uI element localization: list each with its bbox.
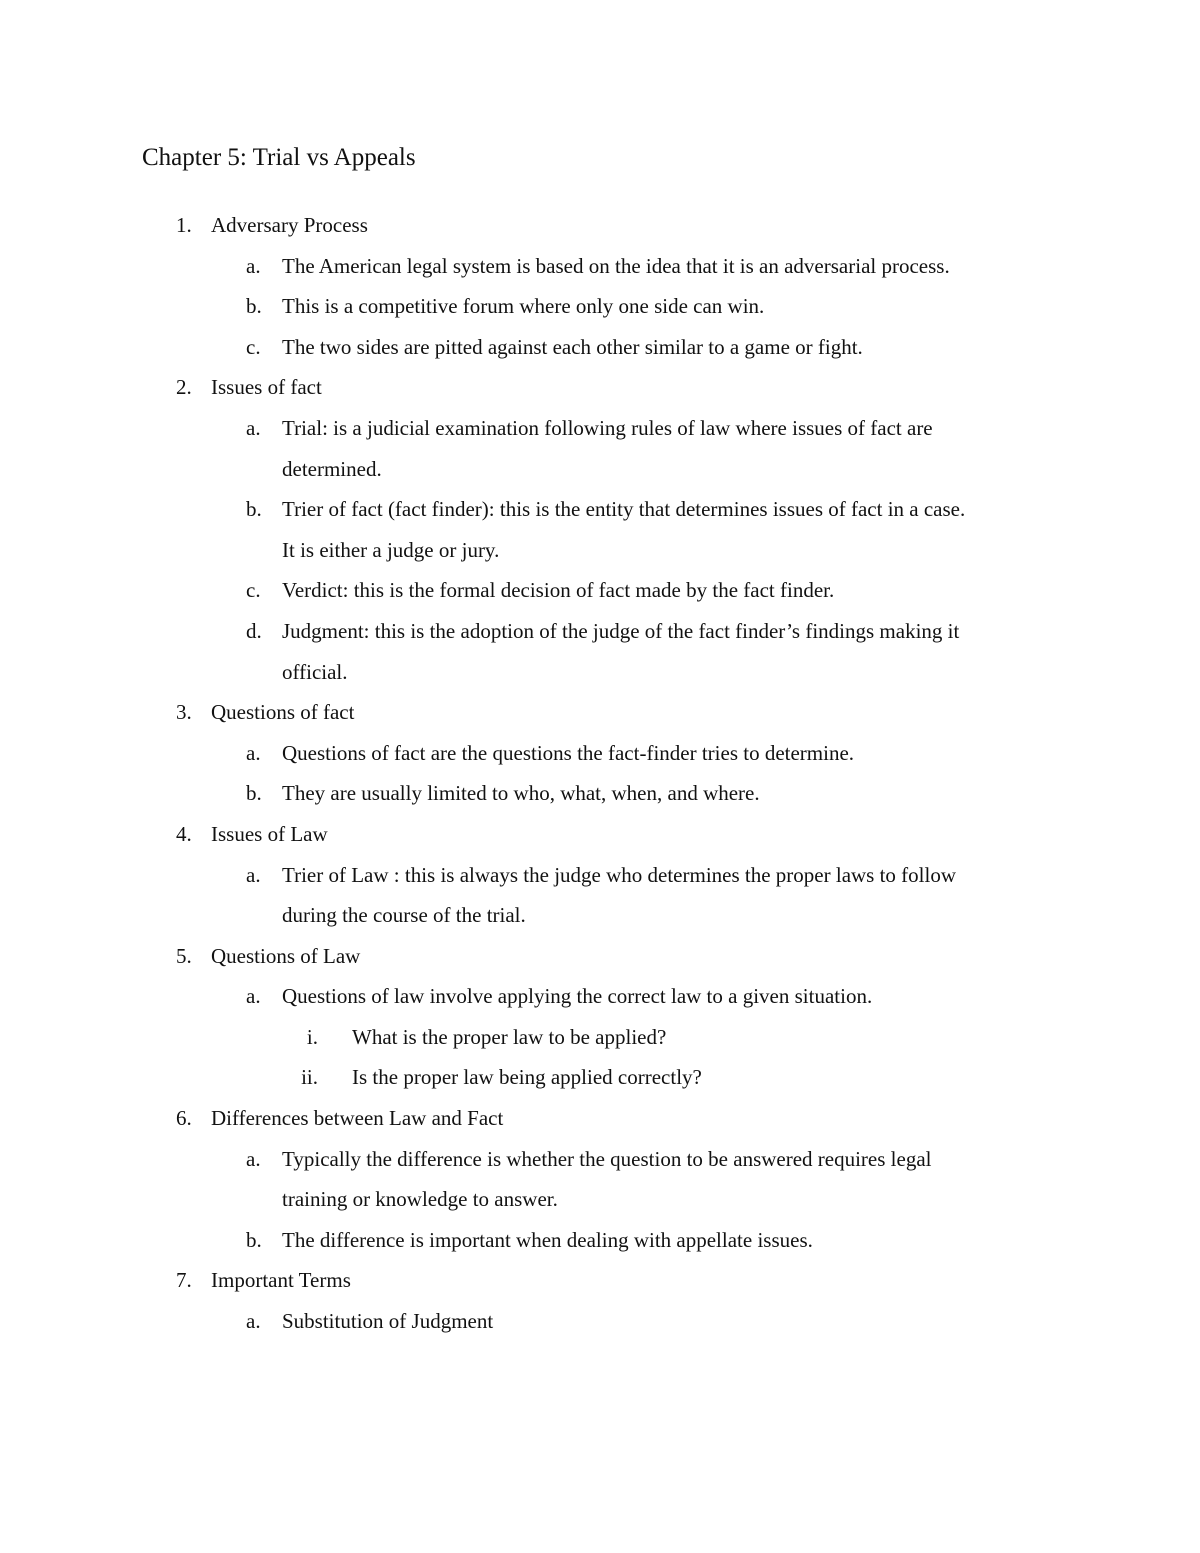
list-marker: a. (246, 984, 261, 1009)
list-item-text: Judgment: this is the adoption of the judge of the fact finder’s findings making it (282, 618, 960, 643)
list-marker: a. (246, 740, 261, 765)
list-item-continuation (0, 449, 1200, 490)
list-item-text: official. (282, 659, 348, 684)
list-item (0, 489, 1200, 530)
list-item (0, 611, 1200, 652)
list-item (0, 976, 1200, 1017)
list-marker: c. (246, 578, 261, 603)
list-item-text: Questions of law involve applying the correct law to a given situation. (282, 984, 873, 1009)
list-marker: a. (246, 1146, 261, 1171)
list-marker: 4. (176, 821, 192, 846)
sub-list-item (0, 1017, 1200, 1058)
list-item-text: Questions of fact (211, 700, 355, 725)
list-item-text: Trier of Law : this is always the judge who determines the proper laws to follow (282, 862, 957, 887)
list-item-text: It is either a judge or jury. (282, 537, 500, 562)
list-item-text: They are usually limited to who, what, when, and where. (282, 781, 760, 806)
section-heading (0, 936, 1200, 977)
list-marker: 1. (176, 213, 192, 237)
list-item-text: Substitution of Judgment (282, 1309, 494, 1334)
list-item-text: Issues of fact (211, 375, 322, 400)
list-item-text: Differences between Law and Fact (211, 1106, 504, 1131)
section-heading (0, 692, 1200, 733)
list-marker: 2. (176, 375, 192, 400)
outline-list (0, 205, 1200, 1342)
list-item-continuation (0, 895, 1200, 936)
list-marker: a. (246, 1309, 261, 1334)
list-marker: b. (246, 497, 262, 522)
section-heading (0, 367, 1200, 408)
list-item (0, 246, 1200, 287)
list-item-text: The difference is important when dealing with appellate issues. (282, 1227, 813, 1252)
list-marker: b. (246, 1227, 262, 1252)
list-marker: i. (306, 1024, 318, 1049)
list-item (0, 1301, 1200, 1342)
list-item (0, 1220, 1200, 1261)
section-heading (0, 1098, 1200, 1139)
list-marker: b. (246, 294, 262, 319)
list-item-text: Typically the difference is whether the question to be answered requires legal (282, 1146, 932, 1171)
list-item-text: during the course of the trial. (282, 903, 526, 928)
list-item-text: Questions of Law (211, 943, 361, 968)
list-item-text: Trier of fact (fact finder): this is the entity that determines issues of fact in a case. (282, 497, 966, 522)
list-item-continuation (0, 652, 1200, 693)
list-marker: a. (246, 415, 261, 440)
list-item (0, 733, 1200, 774)
list-marker: 7. (176, 1268, 192, 1293)
sub-list-item (0, 1057, 1200, 1098)
list-item (0, 408, 1200, 449)
list-item-text: The American legal system is based on the idea that it is an adversarial process. (282, 253, 950, 278)
list-item-text: Issues of Law (211, 821, 328, 846)
section-heading (0, 1260, 1200, 1301)
list-item (0, 286, 1200, 327)
list-item-text: Trial: is a judicial examination following rules of law where issues of fact are (282, 415, 933, 440)
list-marker: 6. (176, 1106, 192, 1131)
list-item (0, 855, 1200, 896)
list-item-continuation (0, 1179, 1200, 1220)
list-item-text: Verdict: this is the formal decision of fact made by the fact finder. (282, 578, 835, 603)
section-heading (0, 814, 1200, 855)
list-marker: a. (246, 253, 261, 278)
list-item-text: Is the proper law being applied correctly? (352, 1065, 702, 1090)
list-item-text: Adversary Process (211, 213, 368, 237)
list-item-text: Questions of fact are the questions the fact-finder tries to determine. (282, 740, 855, 765)
section-heading (0, 205, 1200, 246)
page-title: Chapter 5: Trial vs Appeals (142, 144, 416, 171)
list-item-text: Important Terms (211, 1268, 351, 1293)
list-marker: c. (246, 334, 261, 359)
list-item (0, 773, 1200, 814)
list-item (0, 1139, 1200, 1180)
list-item-text: training or knowledge to answer. (282, 1187, 558, 1212)
list-marker: d. (246, 618, 262, 643)
list-marker: 3. (176, 700, 192, 725)
list-item-text: What is the proper law to be applied? (352, 1024, 667, 1049)
list-item-text: determined. (282, 456, 382, 481)
list-marker: a. (246, 862, 261, 887)
list-item (0, 327, 1200, 368)
list-marker: 5. (176, 943, 192, 968)
list-item-text: This is a competitive forum where only one side can win. (282, 294, 765, 319)
list-item (0, 570, 1200, 611)
list-marker: ii. (301, 1065, 318, 1090)
list-marker: b. (246, 781, 262, 806)
list-item-text: The two sides are pitted against each other similar to a game or fight. (282, 334, 863, 359)
list-item-continuation (0, 530, 1200, 571)
